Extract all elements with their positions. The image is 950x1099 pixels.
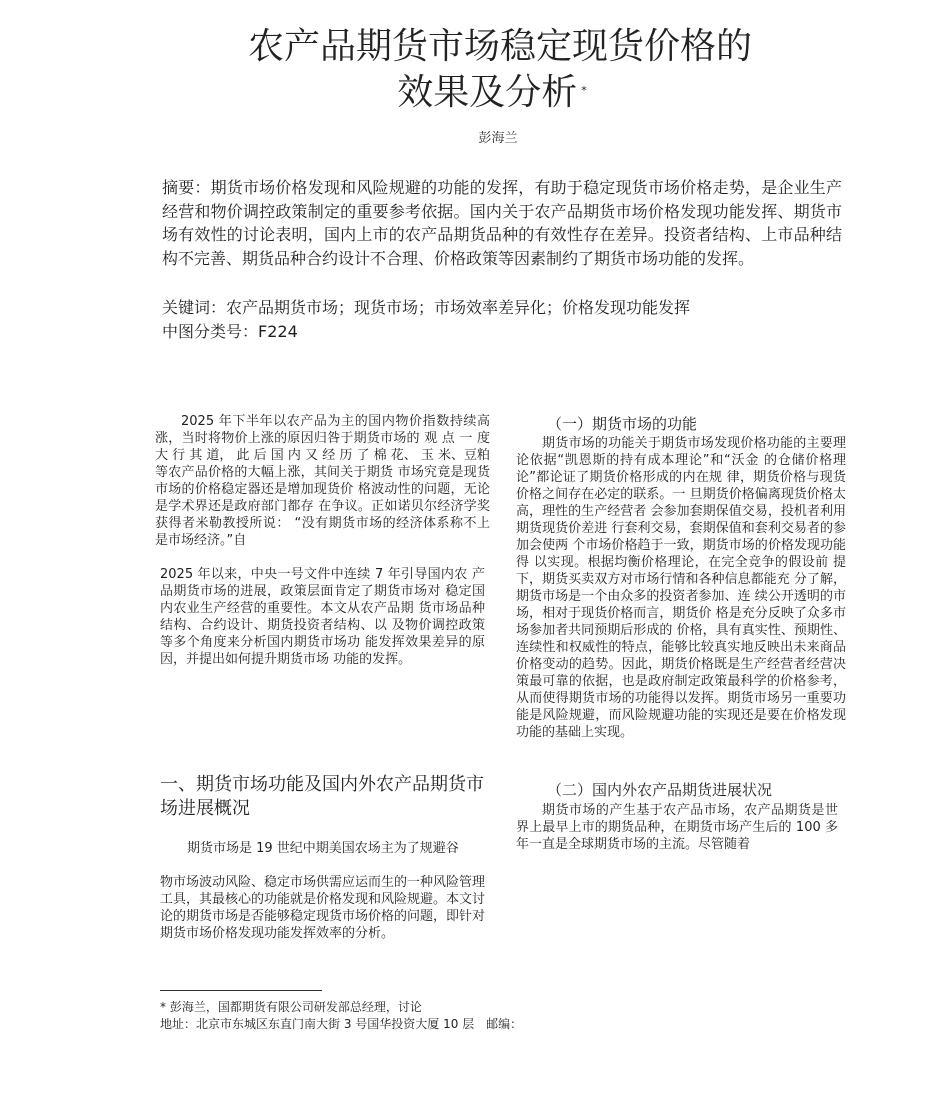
subsection-2-heading: （二）国内外农产品期货进展状况 [547,781,773,799]
footnote-rule [160,990,322,991]
author-name: 彭海兰 [478,131,518,146]
section-1-paragraph-start: 期货市场是 19 世纪中期美国农场主为了规避谷 [187,841,459,856]
section-1-heading: 一、期货市场功能及国内外农产品期货市场进展概况 [160,774,484,819]
intro-paragraph-2: 2025 年以来，中央一号文件中连续 7 年引导国内农 产品期货市场的进展，政策层面肯定了期货市场对 稳定国内农业生产经营的重要性。本文从农产品期 货市场品种结构、合约设计、期货投资者结构、以 及物价调控政策等多个角度来分析国内期货市场功 能发挥效果差异的原因，并提出如何提升期货市场 功能的发挥。 [160,567,485,667]
subsection-1-heading: （一）期货市场的功能 [547,415,698,433]
intro-paragraph-1: 2025 年下半年以农产品为主的国内物价指数持续高涨，当时将物价上涨的原因归咎于期货市场的 观 点 一 度 大 行 其 道， 此 后 国 内 又 经 历 了 棉 花、 玉 米、豆粕等农产品价格的大幅上涨，其间关于期货 市场究竟是现货市场的价格稳定器还是增加现货价 格波动性的问题，无论是学术界还是政府部门都存 在争议。正如诺贝尔经济学奖获得者米勒教授所说： “没有期货市场的经济体系称不上是市场经济。”自 [155,414,490,548]
classification-number: 中图分类号：F224 [162,322,298,341]
title-footnote-mark: * [581,84,587,97]
footnote-author: * 彭海兰，国都期货有限公司研发部总经理，讨论 [160,1000,422,1014]
title-line-1: 农产品期货市场稳定现货价格的 [247,26,752,67]
abstract: 摘要：期货市场价格发现和风险规避的功能的发挥，有助于稳定现货市场价格走势，是企业生产经营和物价调控政策制定的重要参考依据。国内关于农产品期货市场价格发现功能发挥、期货市场有效性的讨论表明，国内上市的农产品期货品种的有效性存在差异。投资者结构、上市品种结构不完善、期货品种合约设计不合理、价格政策等因素制约了期货市场功能的发挥。 [162,178,842,268]
title-line-2-text: 效果及分析 [397,72,578,113]
section-1-paragraph: 物市场波动风险、稳定市场供需应运而生的一种风险管理工具，其最核心的功能就是价格发现和风险规避。本文讨论的期货市场是否能够稳定现货市场价格的问题，即针对期货市场价格发现功能发挥效率的分析。 [160,875,486,941]
subsection-1-paragraph: 期货市场的功能关于期货市场发现价格功能的主要理论依据“凯恩斯的持有成本理论”和“沃金 的仓储价格理论”都论证了期货价格形成的内在规 律，期货价格与现货价格之间存在必定的联系。一 旦期货价格偏离现货价格太高，理性的生产经营者 会参加套期保值交易，投机者利用期货现货价差进 行套利交易，套期保值和套利交易者的参加会使两 个市场价格趋于一致，期货市场的价格发现功能得 以实现。根据均衡价格理论，在完全竞争的假设前 提下，期货买卖双方对市场行情和各种信息都能充 分了解，期货市场是一个由众多的投资者参加、连 续公开透明的市场，相对于现货价格而言，期货价 格是充分反映了众多市场参加者共同预期后形成的 价格，具有真实性、预期性、连续性和权威性的特点，能够比较真实地反映出未来商品价格变动的趋势。因此，期货价格既是生产经营者经营决策最可靠的依据，也是政府制定政策最科学的价格参考，从而使得期货市场的功能得以发挥。期货市场另一重要功能是风险规避，而风险规避功能的实现还是要在价格发现功能的基础上实现。 [516,436,846,740]
title-line-2 [0,70,950,116]
keywords: 关键词：农产品期货市场；现货市场；市场效率差异化；价格发现功能发挥 [162,298,691,317]
subsection-2-paragraph: 期货市场的产生基于农产品市场，农产品期货是世界上最早上市的期货品种，在期货市场产生后的 100 多年一直是全球期货市场的主流。尽管随着 [516,803,838,852]
footnote-address: 地址：北京市东城区东直门南大街 3 号国华投资大厦 10 层 邮编： [160,1017,523,1031]
